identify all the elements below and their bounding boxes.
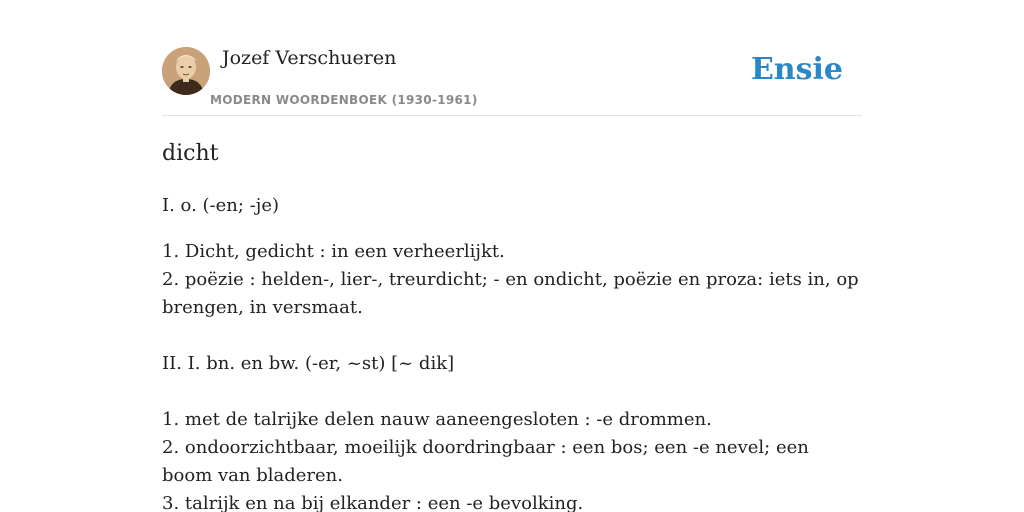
spacer <box>162 378 862 406</box>
header-divider <box>162 115 862 116</box>
spacer <box>162 322 862 350</box>
entry-page <box>162 0 862 512</box>
ensie-logo[interactable]: Ensie <box>750 52 843 87</box>
dictionary-source[interactable]: MODERN WOORDENBOEK (1930-1961) <box>210 93 478 107</box>
definition-line: 1. met de talrijke delen nauw aaneengesloten : -e drommen. <box>162 409 712 430</box>
entry-headword: dicht <box>162 141 219 166</box>
definition-line: 2. poëzie : helden-, lier-, treurdicht; - en ondicht, poëzie en proza: iets in, op brengen, in versmaat. <box>162 269 859 318</box>
spacer <box>162 220 862 238</box>
section-heading: I. o. (-en; -je) <box>162 195 279 216</box>
author-name[interactable]: Jozef Verschueren <box>222 47 397 69</box>
entry-body <box>162 192 862 512</box>
section-heading: II. I. bn. en bw. (-er, ~st) [~ dik] <box>162 353 455 374</box>
author-avatar[interactable] <box>162 47 210 95</box>
definition-line: 2. ondoorzichtbaar, moeilijk doordringbaar : een bos; een -e nevel; een boom van bladeren. <box>162 437 809 486</box>
portrait-image <box>162 47 210 95</box>
definition-line: 1. Dicht, gedicht : in een verheerlijkt. <box>162 241 505 262</box>
definition-line: 3. talrijk en na bij elkander : een -e bevolking. <box>162 493 584 512</box>
